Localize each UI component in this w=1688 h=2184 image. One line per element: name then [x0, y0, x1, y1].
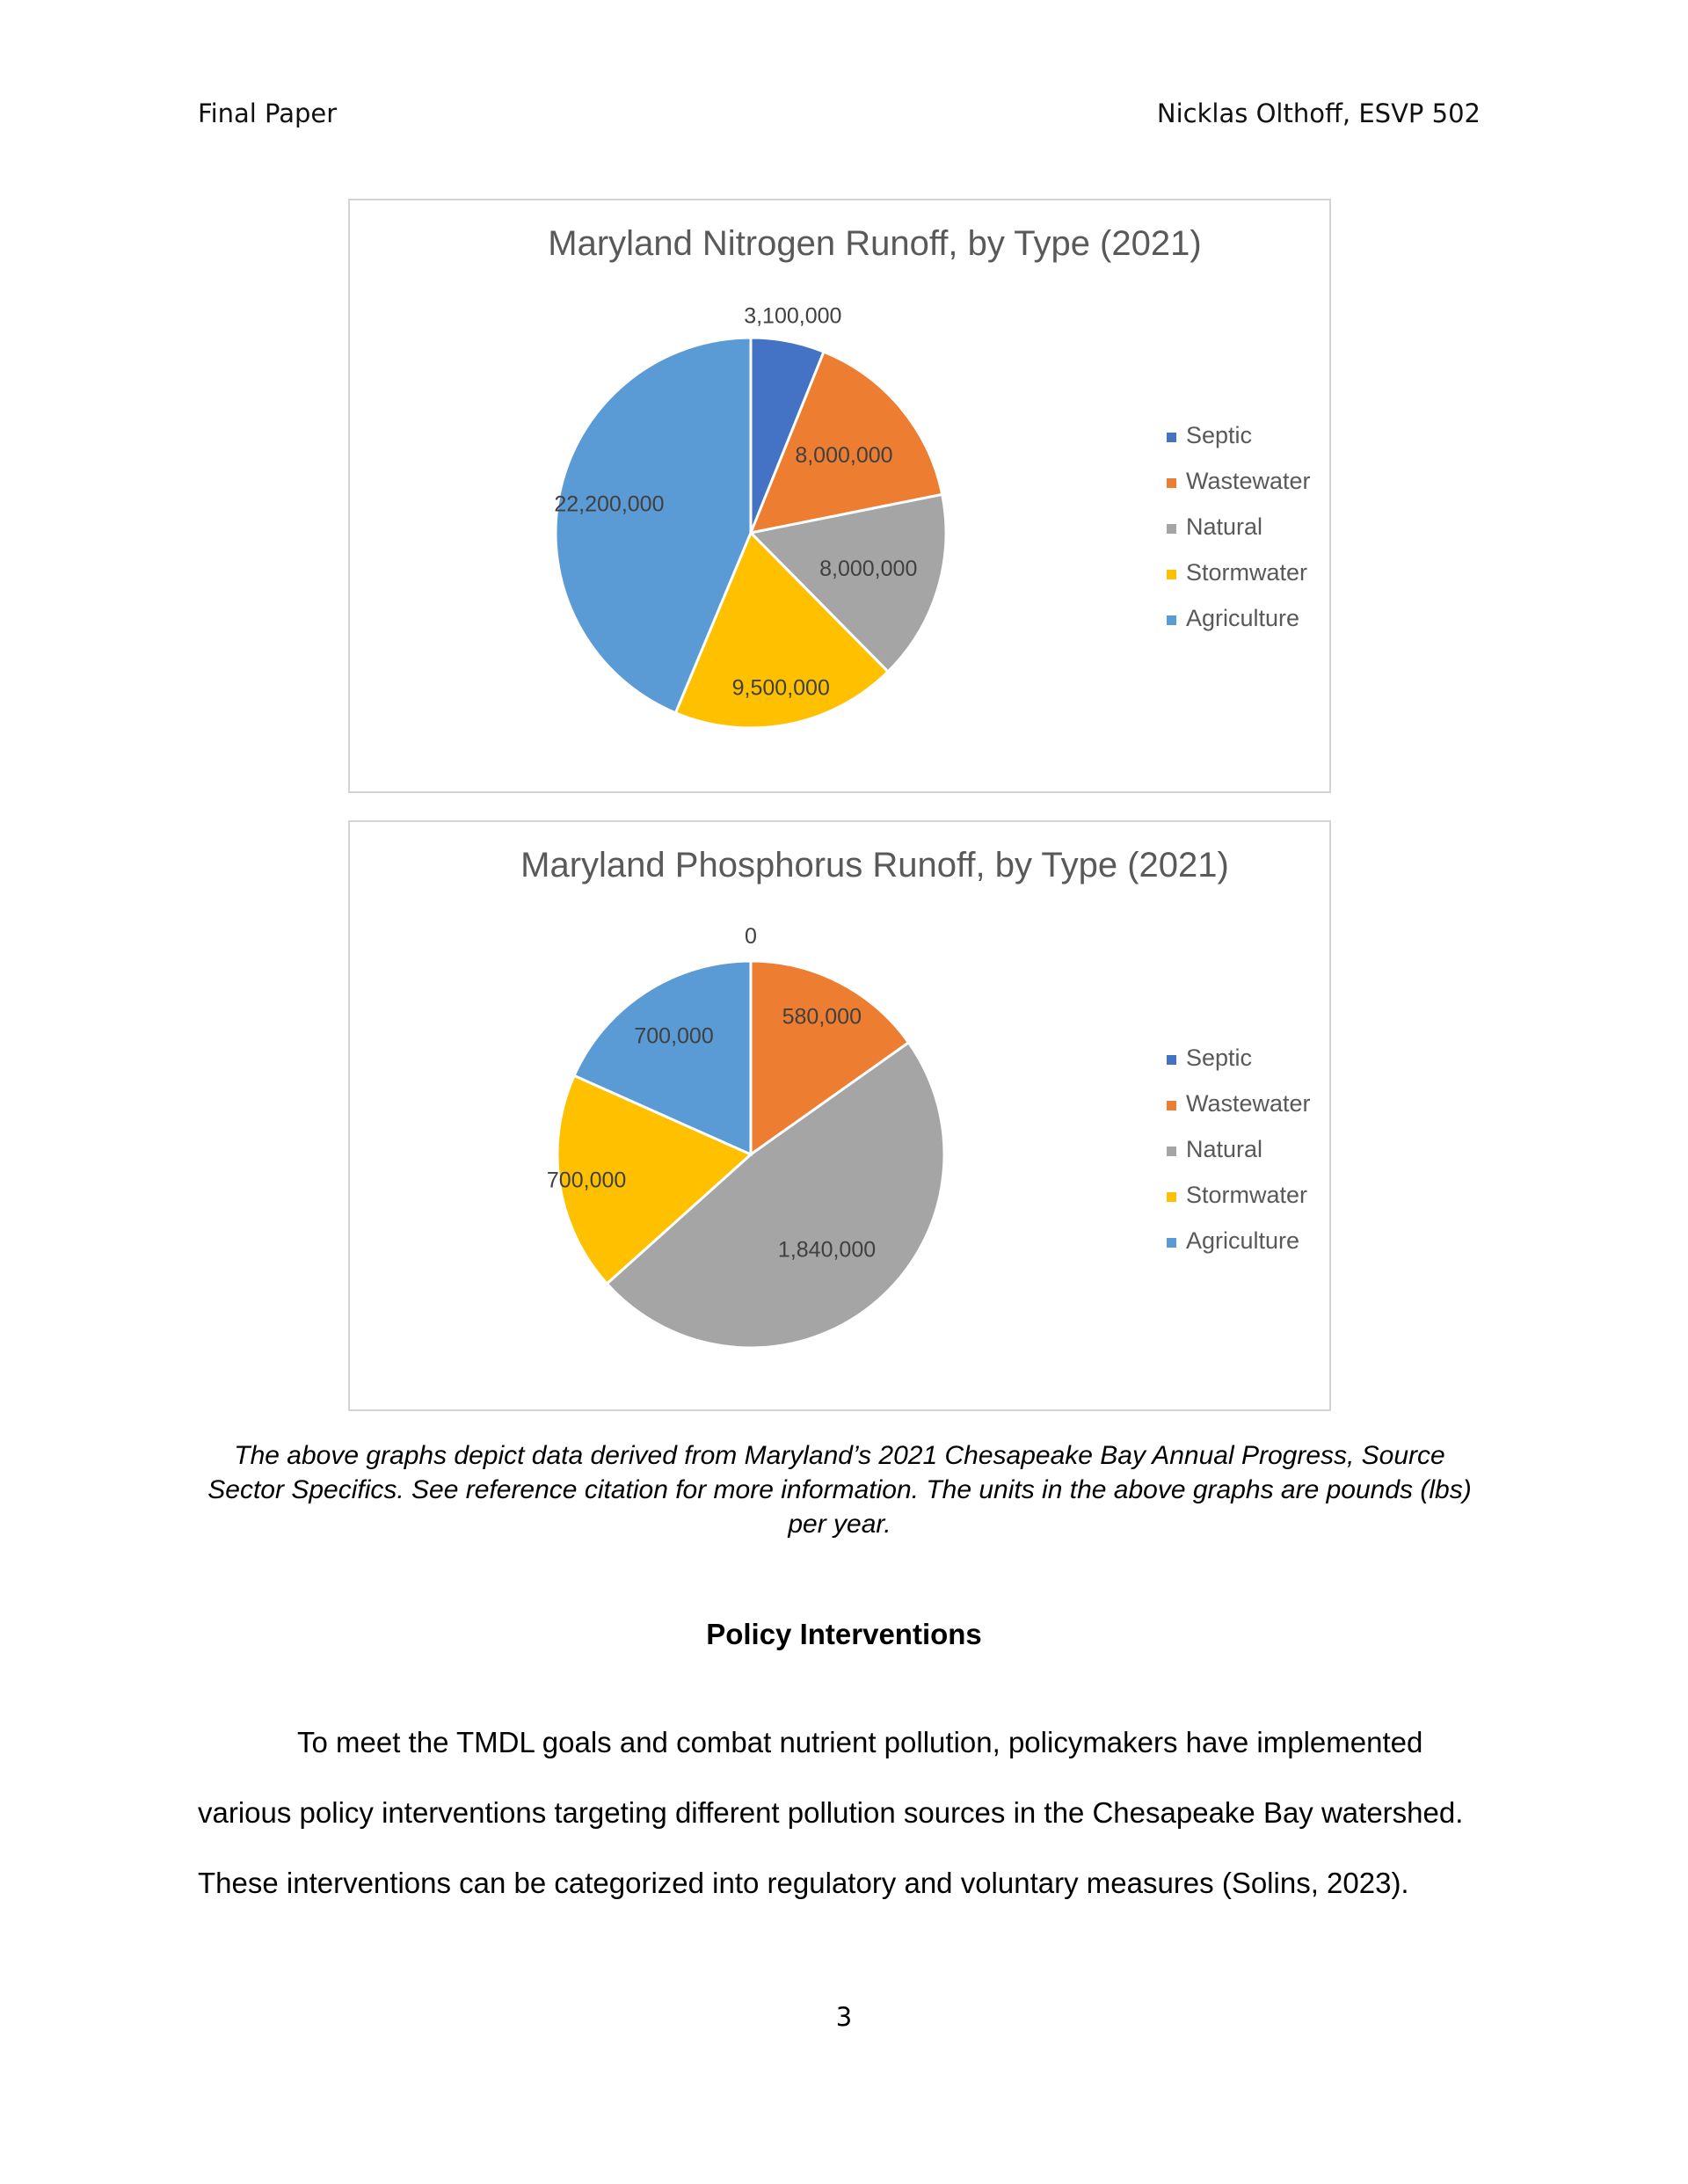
body-paragraph: To meet the TMDL goals and combat nutrient pollution, policymakers have implemented various policy interventions targeting different pollution sources in the Chesapeake Bay watershed. These interventions can be categorized into regulatory and voluntary measures (Solins, 2023).: [198, 1726, 1464, 1899]
running-header-right: Nicklas Olthoff, ESVP 502: [1156, 98, 1481, 128]
phosphorus-legend-label-septic: Septic: [1186, 1045, 1253, 1071]
body-text: [198, 1707, 1490, 1918]
nitrogen-legend-label-wastewater: Wastewater: [1186, 468, 1311, 494]
phosphorus-chart-svg: [350, 822, 1329, 1409]
phosphorus-data-label-stormwater: 700,000: [546, 1168, 627, 1193]
phosphorus-chart-title: Maryland Phosphorus Runoff, by Type (2021): [520, 846, 1229, 885]
figure-caption: The above graphs depict data derived from Maryland’s 2021 Chesapeake Bay Annual Progress, Source Sector Specifics. See reference citation for more information. The units in the above graphs are pounds (lbs) per year.: [207, 1441, 1472, 1539]
nitrogen-chart-svg: [350, 200, 1329, 791]
nitrogen-legend-swatch-septic: [1167, 433, 1176, 442]
nitrogen-data-label-natural: 8,000,000: [819, 556, 918, 581]
nitrogen-pie-chart: [348, 199, 1331, 793]
nitrogen-legend-swatch-stormwater: [1167, 570, 1176, 579]
phosphorus-legend-label-stormwater: Stormwater: [1186, 1182, 1308, 1208]
nitrogen-legend-swatch-agriculture: [1167, 615, 1176, 625]
phosphorus-data-label-septic: 0: [745, 924, 757, 949]
phosphorus-data-label-wastewater: 580,000: [782, 1004, 862, 1030]
phosphorus-data-label-agriculture: 700,000: [634, 1023, 714, 1049]
nitrogen-data-label-wastewater: 8,000,000: [795, 443, 893, 469]
nitrogen-legend-label-agriculture: Agriculture: [1186, 605, 1300, 631]
phosphorus-legend-label-wastewater: Wastewater: [1186, 1090, 1311, 1117]
nitrogen-legend-label-septic: Septic: [1186, 422, 1253, 448]
phosphorus-legend-swatch-agriculture: [1167, 1238, 1176, 1248]
nitrogen-chart-title: Maryland Nitrogen Runoff, by Type (2021): [548, 224, 1202, 263]
phosphorus-data-label-natural: 1,840,000: [777, 1237, 877, 1263]
phosphorus-pie-chart: [348, 820, 1331, 1411]
phosphorus-legend-swatch-natural: [1167, 1147, 1176, 1156]
phosphorus-legend-swatch-wastewater: [1167, 1101, 1176, 1110]
phosphorus-legend-label-agriculture: Agriculture: [1186, 1227, 1300, 1254]
nitrogen-legend-swatch-natural: [1167, 524, 1176, 534]
nitrogen-data-label-stormwater: 9,500,000: [731, 675, 830, 701]
running-header-left: Final Paper: [198, 98, 338, 128]
page-number: 3: [835, 2002, 853, 2032]
nitrogen-data-label-septic: 3,100,000: [744, 303, 842, 329]
nitrogen-legend-label-natural: Natural: [1186, 513, 1263, 540]
nitrogen-legend-label-stormwater: Stormwater: [1186, 559, 1308, 586]
phosphorus-legend-label-natural: Natural: [1186, 1136, 1263, 1162]
nitrogen-legend-swatch-wastewater: [1167, 478, 1176, 488]
phosphorus-legend-swatch-stormwater: [1167, 1192, 1176, 1202]
section-heading: Policy Interventions: [706, 1618, 982, 1650]
nitrogen-data-label-agriculture: 22,200,000: [554, 491, 665, 517]
phosphorus-legend-swatch-septic: [1167, 1055, 1176, 1065]
